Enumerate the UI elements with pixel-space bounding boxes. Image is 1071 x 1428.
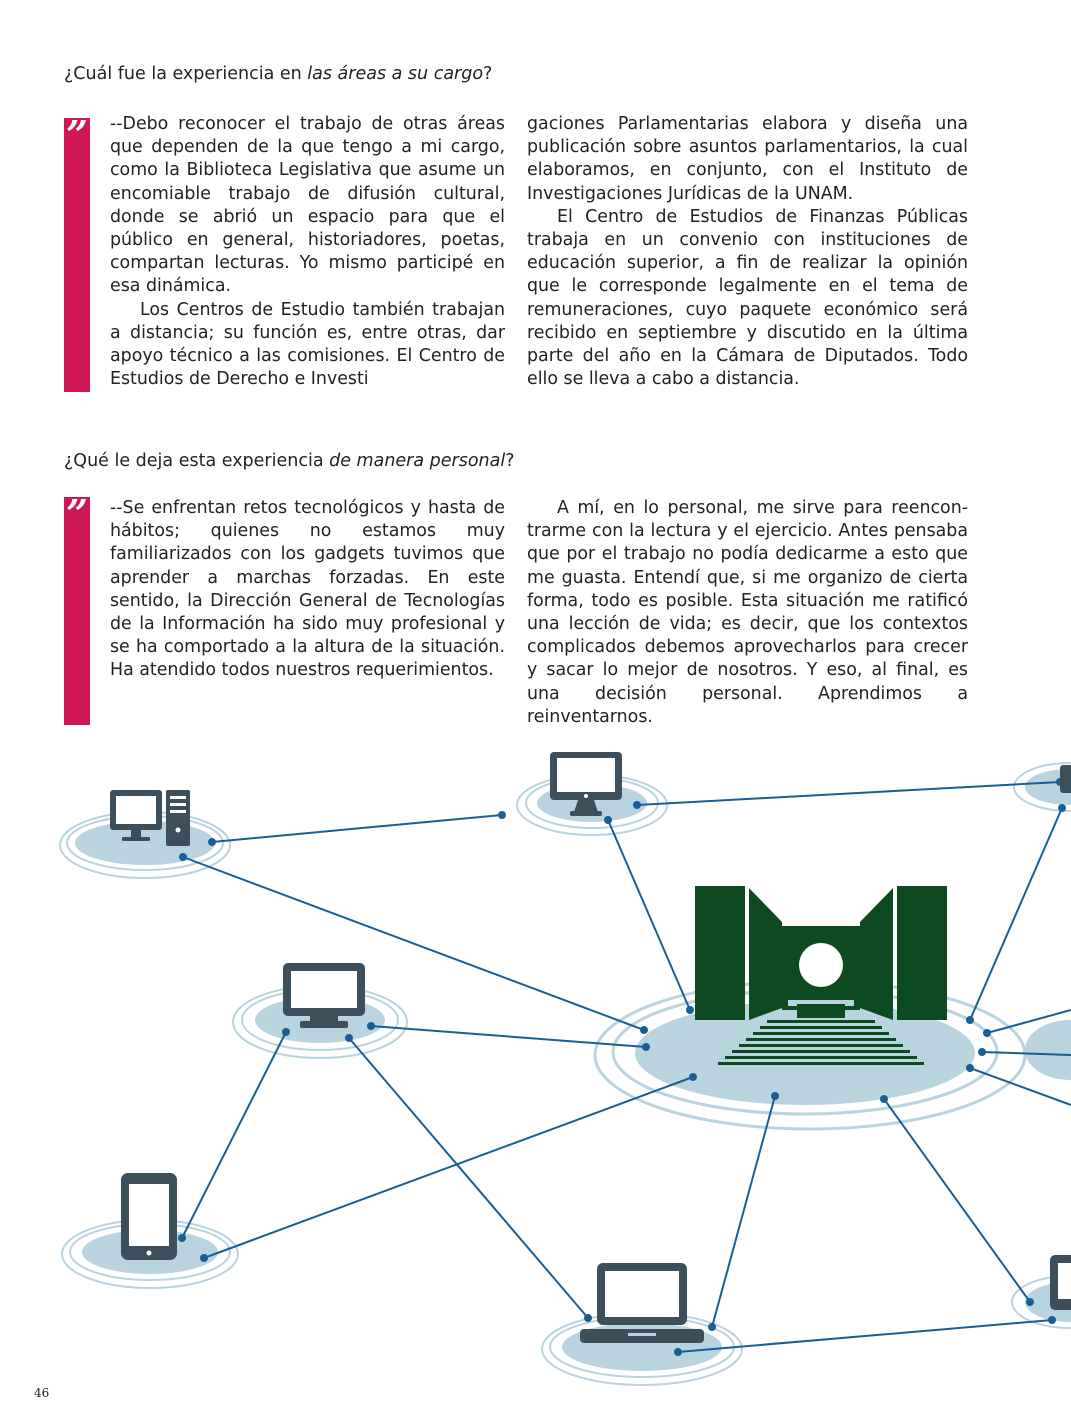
quote-mark-icon: ”	[66, 112, 88, 157]
answer-2-column-1	[110, 497, 505, 683]
question-2-italic: de manera personal	[329, 451, 506, 471]
question-1: ¿Cuál fue la experiencia en las áreas a su cargo?	[64, 64, 493, 84]
question-2: ¿Qué le deja esta experiencia de manera personal?	[64, 451, 515, 471]
laptop-icon	[580, 1263, 704, 1343]
question-2-text: ¿Qué le deja esta experiencia	[64, 451, 330, 471]
paragraph: El Centro de Estudios de Finanzas Públicas trabaja en un convenio con instituciones de educación superior, a fin de realizar la opinión que le corresponde legalmente en el tema de remuneraciones, cuyo paquete económico será recibido en septiembre y discutido en la última parte del año en la Cámara de Diputados. Todo ello se lleva a cabo a distancia.	[527, 206, 968, 390]
quote-accent-bar	[64, 491, 90, 725]
quote-mark-icon: ”	[66, 491, 88, 536]
paragraph: gaciones Parlamentarias elabora y diseña una publicación sobre asuntos parlamentarios, la cual elaboramos, en conjunto, con el Instituto de Investigaciones Jurídicas de la UNAM.	[527, 114, 968, 204]
tablet-icon	[121, 1173, 177, 1260]
paragraph: --Debo reconocer el trabajo de otras áreas que dependen de la que tengo a mi cargo, como la Biblioteca Legislativa que asume un encomiable trabajo de difusión cultural, donde se abrió un espacio para que el público en general, historiadores, poetas, compartan lecturas. Yo mismo participé en esa dinámica.	[110, 114, 505, 297]
quote-accent-bar	[64, 112, 90, 392]
network-illustration	[0, 740, 1071, 1428]
paragraph: A mí, en lo personal, me sirve para reencontrarme con la lectura y el ejercicio. Antes pensaba que por el trabajo no podía dedicarme a esto que me guasta. Entendí que, si me organizo de cierta forma, todo es posible. Esta situación me ratificó una lección de vida; es decir, que los contextos complicados debemos aprovecharlos para crecer y sacar lo mejor de nosotros. Y eso, al final, es una decisión personal. Aprendimos a reinventarnos.	[527, 498, 968, 727]
paragraph: --Se enfrentan retos tecnológicos y hasta de hábitos; quienes no estamos muy familiarizados con los gadgets tuvimos que aprender a marchas forzadas. En este sentido, la Dirección General de Tecnologías de la Información ha sido muy profesional y se ha comportado a la altura de la situación. Ha atendido todos nuestros requerimientos.	[110, 498, 505, 681]
paragraph: Los Centros de Estudio también trabajan a distancia; su función es, entre otras, dar apoyo técnico a las comisiones. El Centro de Estudios de Derecho e Investi	[110, 299, 505, 390]
question-1-italic: las áreas a su cargo	[307, 64, 484, 84]
answer-1-column-1	[110, 113, 505, 391]
answer-1-column-2	[527, 113, 968, 391]
answer-2-column-2	[527, 497, 968, 729]
question-1-text: ¿Cuál fue la experiencia en	[64, 64, 308, 84]
page-number: 46	[34, 1386, 50, 1400]
